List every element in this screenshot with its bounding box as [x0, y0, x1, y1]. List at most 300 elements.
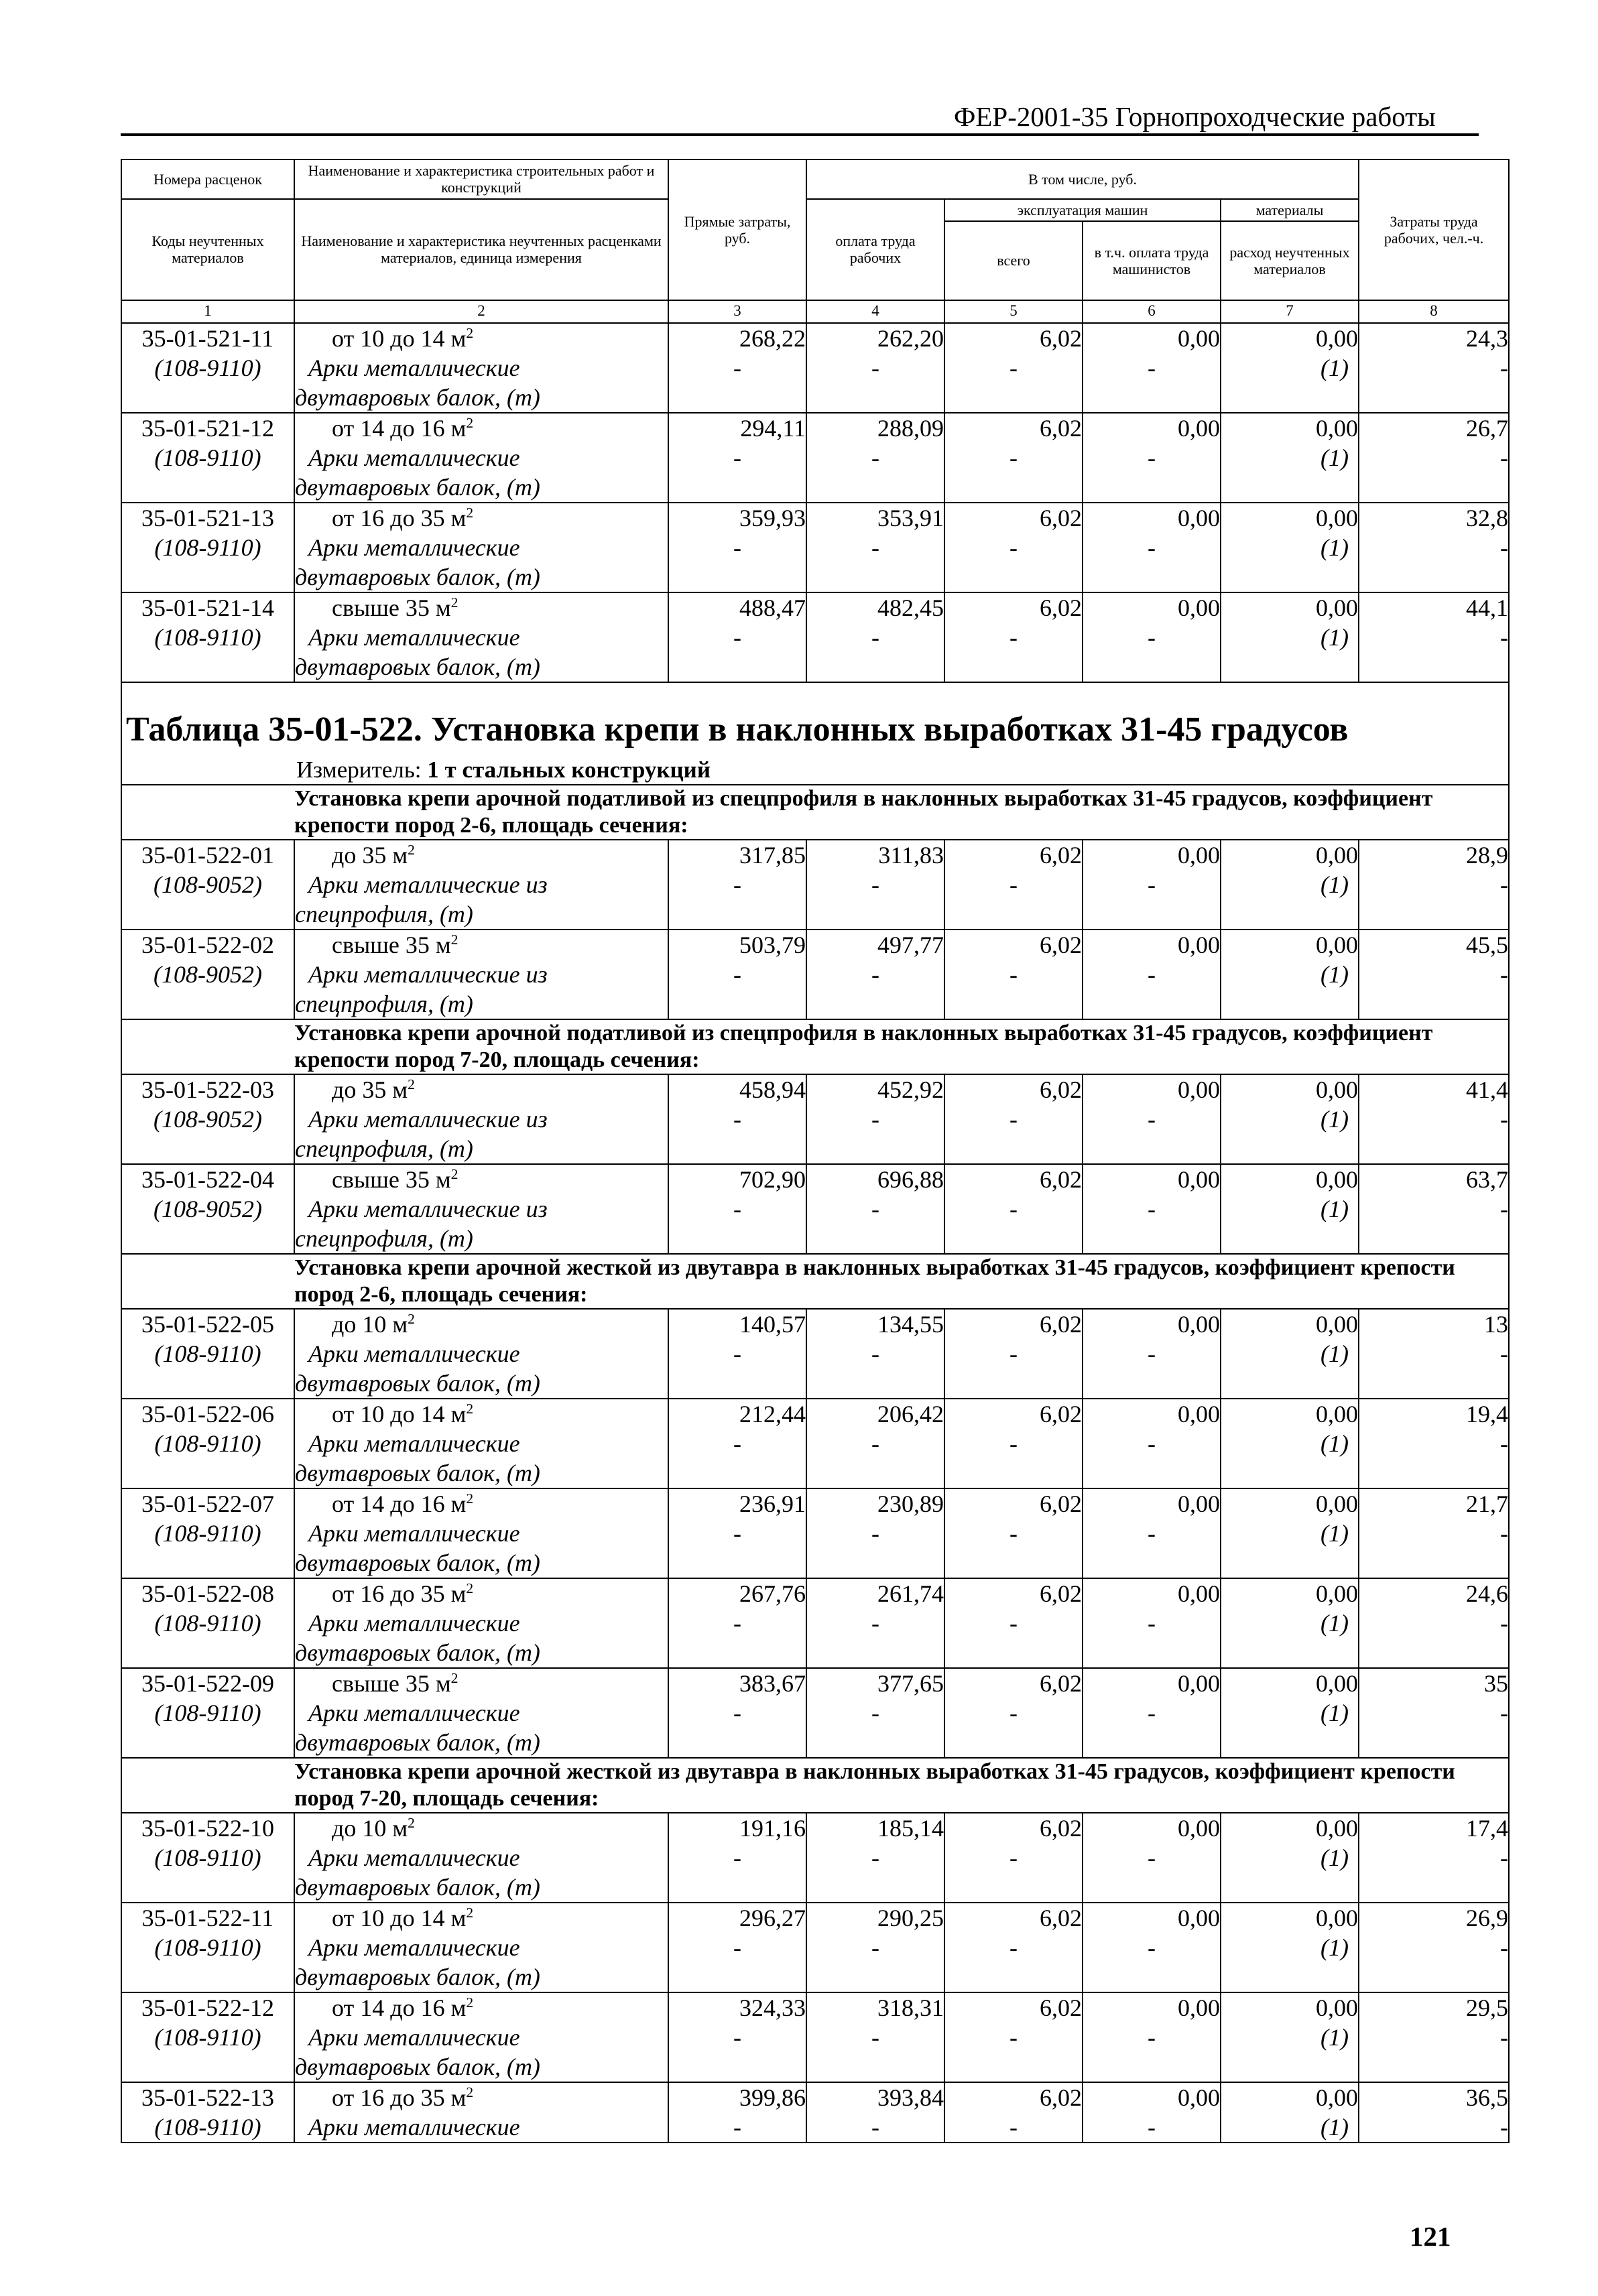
- dash: -: [871, 1933, 879, 1961]
- dash: -: [1009, 1844, 1018, 1871]
- labor-costs: 24,3: [1466, 324, 1509, 352]
- labor-costs: 45,5: [1466, 931, 1509, 958]
- dash: -: [1009, 871, 1018, 898]
- workers-pay: 393,84: [877, 2084, 944, 2111]
- material-name: Арки металлические: [308, 1340, 520, 1367]
- material-consumption: 0,00: [1316, 1669, 1359, 1697]
- material-name: Арки металлические: [308, 2023, 520, 2051]
- work-name: до 10 $м^2$: [332, 1310, 415, 1338]
- labor-costs: 32,8: [1466, 504, 1509, 531]
- dash: -: [871, 623, 879, 651]
- dash: -: [733, 1340, 741, 1367]
- material-consumption: 0,00: [1316, 1076, 1359, 1103]
- work-name: свыше 35 $м^2$: [332, 594, 458, 621]
- rate-code: 35-01-522-07: [141, 1490, 274, 1517]
- dash: -: [733, 533, 741, 561]
- material-name: Арки металлические: [308, 444, 520, 471]
- dash: -: [733, 1195, 741, 1222]
- rate-code: 35-01-522-12: [141, 1994, 274, 2021]
- dash: -: [733, 1933, 741, 1961]
- dash: -: [1500, 623, 1509, 651]
- workers-pay: 230,89: [877, 1490, 944, 1517]
- labor-costs: 26,7: [1466, 414, 1509, 442]
- material-code: (108-9110): [154, 1519, 261, 1547]
- dash: -: [1148, 1519, 1156, 1547]
- dash: -: [1500, 1519, 1509, 1547]
- dash: -: [1500, 960, 1509, 988]
- dash: -: [1148, 960, 1156, 988]
- section-heading: Установка крепи арочной податливой из спецпрофиля в наклонных выработках 31-45 градусов, коэффициент крепости пород 2-6, площадь сечения:: [294, 785, 1509, 840]
- direct-costs: 488,47: [739, 594, 806, 621]
- machines-total: 6,02: [1040, 841, 1082, 869]
- dash: -: [1009, 1195, 1018, 1222]
- material-name: Арки металлические: [308, 1699, 520, 1726]
- rate-code: 35-01-521-13: [141, 504, 274, 531]
- rate-code: 35-01-522-03: [141, 1076, 274, 1103]
- dash: -: [733, 2113, 741, 2141]
- material-code: (108-9110): [154, 354, 261, 381]
- col-header-labor: Затраты труда рабочих, чел.-ч.: [1359, 160, 1509, 300]
- material-consumption: 0,00: [1316, 1904, 1359, 1931]
- dash: -: [1009, 623, 1018, 651]
- material-unit: (1): [1320, 871, 1349, 898]
- dash: -: [1009, 444, 1018, 471]
- machinists-pay: 0,00: [1178, 1904, 1220, 1931]
- labor-costs: 41,4: [1466, 1076, 1509, 1103]
- col-header-group: В том числе, руб.: [806, 160, 1359, 199]
- material-name: Арки металлические из: [308, 1105, 548, 1133]
- dash: -: [871, 1699, 879, 1726]
- work-name: от 16 до 35 $м^2$: [332, 504, 474, 531]
- dash: -: [1500, 1105, 1509, 1133]
- material-consumption: 0,00: [1316, 841, 1359, 869]
- material-name: Арки металлические из: [308, 960, 548, 988]
- col-header-machines-total: всего: [944, 221, 1083, 300]
- workers-pay: 311,83: [878, 841, 944, 869]
- material-code: (108-9110): [154, 1844, 261, 1871]
- material-consumption: 0,00: [1316, 1580, 1359, 1607]
- material-unit: (1): [1320, 1105, 1349, 1133]
- col-number: 8: [1359, 300, 1509, 323]
- dash: -: [733, 2023, 741, 2051]
- workers-pay: 288,09: [877, 414, 944, 442]
- dash: -: [733, 1844, 741, 1871]
- material-name-cont: двутавровых балок, (т): [295, 2053, 540, 2080]
- material-consumption: 0,00: [1316, 1814, 1359, 1842]
- dash: -: [871, 533, 879, 561]
- header-rule: [121, 133, 1479, 136]
- table-row: [121, 503, 1509, 592]
- col-number: 4: [806, 300, 944, 323]
- machinists-pay: 0,00: [1178, 414, 1220, 442]
- table-row: [121, 1164, 1509, 1254]
- machines-total: 6,02: [1040, 324, 1082, 352]
- machines-total: 6,02: [1040, 1669, 1082, 1697]
- dash: -: [1148, 1429, 1156, 1457]
- machinists-pay: 0,00: [1178, 1814, 1220, 1842]
- material-name: Арки металлические: [308, 1519, 520, 1547]
- dash: -: [871, 444, 879, 471]
- material-consumption: 0,00: [1316, 931, 1359, 958]
- material-unit: (1): [1320, 2023, 1349, 2051]
- dash: -: [733, 871, 741, 898]
- material-unit: (1): [1320, 1519, 1349, 1547]
- labor-costs: 28,9: [1466, 841, 1509, 869]
- direct-costs: 317,85: [739, 841, 806, 869]
- dash: -: [1500, 1933, 1509, 1961]
- dash: -: [1148, 623, 1156, 651]
- rate-code: 35-01-522-06: [141, 1400, 274, 1427]
- table-row: [121, 1488, 1509, 1578]
- material-name-cont: двутавровых балок, (т): [295, 563, 540, 590]
- direct-costs: 458,94: [739, 1076, 806, 1103]
- material-name-cont: спецпрофиля, (т): [295, 1224, 473, 1252]
- dash: -: [733, 354, 741, 381]
- section-heading: Установка крепи арочной податливой из спецпрофиля в наклонных выработках 31-45 градусов, коэффициент крепости пород 7-20, площадь сечения:: [294, 1019, 1509, 1074]
- col-header-material-name: Наименование и характеристика неучтенных расценками материалов, единица измерения: [294, 199, 668, 300]
- material-code: (108-9052): [153, 871, 262, 898]
- machinists-pay: 0,00: [1178, 1994, 1220, 2021]
- dash: -: [1009, 2023, 1018, 2051]
- dash: -: [1500, 354, 1509, 381]
- dash: -: [1500, 2113, 1509, 2141]
- dash: -: [1009, 1699, 1018, 1726]
- workers-pay: 377,65: [877, 1669, 944, 1697]
- dash: -: [1500, 1609, 1509, 1637]
- dash: -: [871, 960, 879, 988]
- workers-pay: 318,31: [877, 1994, 944, 2021]
- dash: -: [1148, 1340, 1156, 1367]
- material-name: Арки металлические: [308, 533, 520, 561]
- rate-code: 35-01-522-02: [141, 931, 274, 958]
- dash: -: [1500, 1340, 1509, 1367]
- machines-total: 6,02: [1040, 1076, 1082, 1103]
- work-name: от 14 до 16 $м^2$: [332, 1994, 474, 2021]
- material-name: Арки металлические: [308, 1609, 520, 1637]
- dash: -: [1500, 1844, 1509, 1871]
- material-name: Арки металлические: [308, 354, 520, 381]
- labor-costs: 63,7: [1466, 1165, 1509, 1193]
- material-code: (108-9052): [153, 1195, 262, 1222]
- material-name-cont: двутавровых балок, (т): [295, 1963, 540, 1990]
- workers-pay: 261,74: [877, 1580, 944, 1607]
- dash: -: [871, 2113, 879, 2141]
- dash: -: [1148, 1105, 1156, 1133]
- dash: -: [1148, 1609, 1156, 1637]
- work-name: от 14 до 16 $м^2$: [332, 414, 474, 442]
- table-row: [121, 1813, 1509, 1903]
- material-name-cont: спецпрофиля, (т): [295, 900, 473, 928]
- rate-code: 35-01-522-10: [141, 1814, 274, 1842]
- col-number: 6: [1083, 300, 1221, 323]
- direct-costs: 294,11: [740, 414, 806, 442]
- material-code: (108-9110): [154, 1609, 261, 1637]
- dash: -: [1009, 1519, 1018, 1547]
- meter: Измеритель: 1 т стальных конструкций: [296, 756, 711, 783]
- rate-code: 35-01-522-08: [141, 1580, 274, 1607]
- rate-code: 35-01-522-01: [141, 841, 274, 869]
- material-name-cont: двутавровых балок, (т): [295, 653, 540, 680]
- rate-code: 35-01-521-14: [141, 594, 274, 621]
- material-code: (108-9110): [154, 1933, 261, 1961]
- dash: -: [871, 1195, 879, 1222]
- work-name: свыше 35 $м^2$: [332, 1165, 458, 1193]
- table-row: [121, 930, 1509, 1019]
- material-consumption: 0,00: [1316, 1400, 1359, 1427]
- material-unit: (1): [1320, 1933, 1349, 1961]
- material-unit: (1): [1320, 1429, 1349, 1457]
- col-header-name: Наименование и характеристика строительных работ и конструкций: [294, 160, 668, 199]
- material-name: Арки металлические из: [308, 871, 548, 898]
- dash: -: [1500, 1699, 1509, 1726]
- material-code: (108-9110): [154, 1699, 261, 1726]
- machinists-pay: 0,00: [1178, 324, 1220, 352]
- machinists-pay: 0,00: [1178, 1310, 1220, 1338]
- section-heading: Установка крепи арочной жесткой из двутавра в наклонных выработках 31-45 градусов, коэффициент крепости пород 2-6, площадь сечения:: [294, 1254, 1509, 1309]
- dash: -: [1500, 2023, 1509, 2051]
- machines-total: 6,02: [1040, 414, 1082, 442]
- machinists-pay: 0,00: [1178, 841, 1220, 869]
- material-name-cont: двутавровых балок, (т): [295, 1459, 540, 1486]
- table-row: [121, 1668, 1509, 1758]
- machines-total: 6,02: [1040, 1904, 1082, 1931]
- work-name: до 10 $м^2$: [332, 1814, 415, 1842]
- table-row: [121, 1578, 1509, 1668]
- dash: -: [733, 1609, 741, 1637]
- machines-total: 6,02: [1040, 1165, 1082, 1193]
- col-header-material-consumption: расход неучтенных материалов: [1221, 221, 1359, 300]
- direct-costs: 140,57: [739, 1310, 806, 1338]
- labor-costs: 21,7: [1466, 1490, 1509, 1517]
- machinists-pay: 0,00: [1178, 1669, 1220, 1697]
- direct-costs: 503,79: [739, 931, 806, 958]
- col-header-machines: эксплуатация машин: [944, 199, 1221, 221]
- labor-costs: 17,4: [1466, 1814, 1509, 1842]
- material-unit: (1): [1320, 960, 1349, 988]
- machinists-pay: 0,00: [1178, 504, 1220, 531]
- machinists-pay: 0,00: [1178, 1400, 1220, 1427]
- page-number: 121: [1410, 2221, 1451, 2252]
- workers-pay: 134,55: [877, 1310, 944, 1338]
- labor-costs: 44,1: [1466, 594, 1509, 621]
- col-number: 5: [944, 300, 1083, 323]
- table-row: [121, 1399, 1509, 1488]
- machinists-pay: 0,00: [1178, 594, 1220, 621]
- dash: -: [733, 960, 741, 988]
- work-name: от 10 до 14 $м^2$: [332, 1400, 474, 1427]
- machinists-pay: 0,00: [1178, 1490, 1220, 1517]
- dash: -: [733, 1699, 741, 1726]
- machines-total: 6,02: [1040, 504, 1082, 531]
- material-unit: (1): [1320, 1340, 1349, 1367]
- dash: -: [733, 623, 741, 651]
- dash: -: [1009, 1429, 1018, 1457]
- col-header-direct-costs: Прямые затраты, руб.: [668, 160, 806, 300]
- machines-total: 6,02: [1040, 1310, 1082, 1338]
- dash: -: [871, 1105, 879, 1133]
- material-name-cont: двутавровых балок, (т): [295, 1728, 540, 1756]
- rate-code: 35-01-522-09: [141, 1669, 274, 1697]
- material-consumption: 0,00: [1316, 324, 1359, 352]
- dash: -: [733, 1519, 741, 1547]
- material-name: Арки металлические: [308, 1844, 520, 1871]
- col-number: 7: [1221, 300, 1359, 323]
- material-consumption: 0,00: [1316, 504, 1359, 531]
- dash: -: [1009, 1340, 1018, 1367]
- col-header-workers-pay: оплата труда рабочих: [806, 199, 944, 300]
- col-header-codes: Номера расценок: [121, 160, 294, 199]
- material-name: Арки металлические: [308, 623, 520, 651]
- machines-total: 6,02: [1040, 1814, 1082, 1842]
- section-heading: Установка крепи арочной жесткой из двутавра в наклонных выработках 31-45 градусов, коэффициент крепости пород 7-20, площадь сечения:: [294, 1758, 1509, 1813]
- dash: -: [1500, 444, 1509, 471]
- direct-costs: 236,91: [739, 1490, 806, 1517]
- dash: -: [871, 1340, 879, 1367]
- labor-costs: 19,4: [1466, 1400, 1509, 1427]
- table-row: [121, 1309, 1509, 1399]
- material-name-cont: двутавровых балок, (т): [295, 1639, 540, 1666]
- rate-code: 35-01-522-05: [141, 1310, 274, 1338]
- dash: -: [1009, 354, 1018, 381]
- labor-costs: 26,9: [1466, 1904, 1509, 1931]
- work-name: до 35 $м^2$: [332, 841, 415, 869]
- material-unit: (1): [1320, 354, 1349, 381]
- machinists-pay: 0,00: [1178, 1580, 1220, 1607]
- dash: -: [733, 1105, 741, 1133]
- machines-total: 6,02: [1040, 2084, 1082, 2111]
- dash: -: [733, 444, 741, 471]
- material-unit: (1): [1320, 623, 1349, 651]
- machinists-pay: 0,00: [1178, 1165, 1220, 1193]
- machines-total: 6,02: [1040, 594, 1082, 621]
- material-code: (108-9110): [154, 2113, 261, 2141]
- labor-costs: 35: [1484, 1669, 1509, 1697]
- work-name: свыше 35 $м^2$: [332, 931, 458, 958]
- material-unit: (1): [1320, 2113, 1349, 2141]
- dash: -: [1009, 1105, 1018, 1133]
- dash: -: [1148, 2113, 1156, 2141]
- material-consumption: 0,00: [1316, 1994, 1359, 2021]
- workers-pay: 497,77: [877, 931, 944, 958]
- table-row: [121, 1903, 1509, 1992]
- work-name: от 10 до 14 $м^2$: [332, 324, 474, 352]
- dash: -: [1148, 354, 1156, 381]
- material-name-cont: двутавровых балок, (т): [295, 383, 540, 411]
- machinists-pay: 0,00: [1178, 931, 1220, 958]
- material-name-cont: спецпрофиля, (т): [295, 990, 473, 1017]
- table-row: [121, 1074, 1509, 1164]
- rate-code: 35-01-521-12: [141, 414, 274, 442]
- workers-pay: 482,45: [877, 594, 944, 621]
- material-code: (108-9110): [154, 1340, 261, 1367]
- material-code: (108-9052): [153, 960, 262, 988]
- material-name: Арки металлические: [308, 1933, 520, 1961]
- dash: -: [1148, 1933, 1156, 1961]
- table-row: [121, 592, 1509, 682]
- workers-pay: 262,20: [877, 324, 944, 352]
- material-name-cont: двутавровых балок, (т): [295, 1369, 540, 1397]
- dash: -: [733, 1429, 741, 1457]
- col-number: 2: [294, 300, 668, 323]
- col-header-material-codes: Коды неучтенных материалов: [121, 199, 294, 300]
- direct-costs: 212,44: [739, 1400, 806, 1427]
- workers-pay: 353,91: [877, 504, 944, 531]
- work-name: от 10 до 14 $м^2$: [332, 1904, 474, 1931]
- direct-costs: 268,22: [739, 324, 806, 352]
- table-row: [121, 323, 1509, 413]
- direct-costs: 702,90: [739, 1165, 806, 1193]
- dash: -: [1148, 871, 1156, 898]
- direct-costs: 383,67: [739, 1669, 806, 1697]
- material-code: (108-9052): [153, 1105, 262, 1133]
- dash: -: [871, 354, 879, 381]
- dash: -: [871, 1844, 879, 1871]
- workers-pay: 206,42: [877, 1400, 944, 1427]
- table-title: Таблица 35-01-522. Установка крепи в наклонных выработках 31-45 градусов: [126, 710, 1349, 749]
- dash: -: [1009, 1933, 1018, 1961]
- workers-pay: 185,14: [877, 1814, 944, 1842]
- dash: -: [1500, 533, 1509, 561]
- machines-total: 6,02: [1040, 1580, 1082, 1607]
- labor-costs: 36,5: [1466, 2084, 1509, 2111]
- direct-costs: 267,76: [739, 1580, 806, 1607]
- labor-costs: 13: [1484, 1310, 1509, 1338]
- dash: -: [1009, 533, 1018, 561]
- machinists-pay: 0,00: [1178, 2084, 1220, 2111]
- dash: -: [1148, 2023, 1156, 2051]
- col-header-machinists-pay: в т.ч. оплата труда машинистов: [1083, 221, 1221, 300]
- table-row: [121, 413, 1509, 503]
- direct-costs: 191,16: [739, 1814, 806, 1842]
- direct-costs: 324,33: [739, 1994, 806, 2021]
- material-code: (108-9110): [154, 1429, 261, 1457]
- machines-total: 6,02: [1040, 931, 1082, 958]
- rates-table: [121, 159, 1510, 2143]
- labor-costs: 29,5: [1466, 1994, 1509, 2021]
- work-name: свыше 35 $м^2$: [332, 1669, 458, 1697]
- table-row: [121, 2082, 1509, 2143]
- material-name-cont: двутавровых балок, (т): [295, 473, 540, 501]
- dash: -: [1009, 2113, 1018, 2141]
- workers-pay: 696,88: [877, 1165, 944, 1193]
- direct-costs: 399,86: [739, 2084, 806, 2111]
- dash: -: [1009, 960, 1018, 988]
- material-name-cont: двутавровых балок, (т): [295, 1549, 540, 1576]
- material-unit: (1): [1320, 444, 1349, 471]
- table-row: [121, 1992, 1509, 2082]
- dash: -: [1148, 1844, 1156, 1871]
- material-code: (108-9110): [154, 533, 261, 561]
- direct-costs: 359,93: [739, 504, 806, 531]
- dash: -: [1500, 871, 1509, 898]
- material-consumption: 0,00: [1316, 1165, 1359, 1193]
- dash: -: [871, 2023, 879, 2051]
- material-consumption: 0,00: [1316, 414, 1359, 442]
- machines-total: 6,02: [1040, 1400, 1082, 1427]
- dash: -: [871, 871, 879, 898]
- machines-total: 6,02: [1040, 1490, 1082, 1517]
- material-name: Арки металлические: [308, 2113, 520, 2141]
- rate-code: 35-01-522-04: [141, 1165, 274, 1193]
- dash: -: [871, 1609, 879, 1637]
- dash: -: [1500, 1195, 1509, 1222]
- dash: -: [1009, 1609, 1018, 1637]
- col-header-materials: материалы: [1221, 199, 1359, 221]
- material-unit: (1): [1320, 1844, 1349, 1871]
- material-unit: (1): [1320, 1195, 1349, 1222]
- work-name: от 16 до 35 $м^2$: [332, 1580, 474, 1607]
- workers-pay: 452,92: [877, 1076, 944, 1103]
